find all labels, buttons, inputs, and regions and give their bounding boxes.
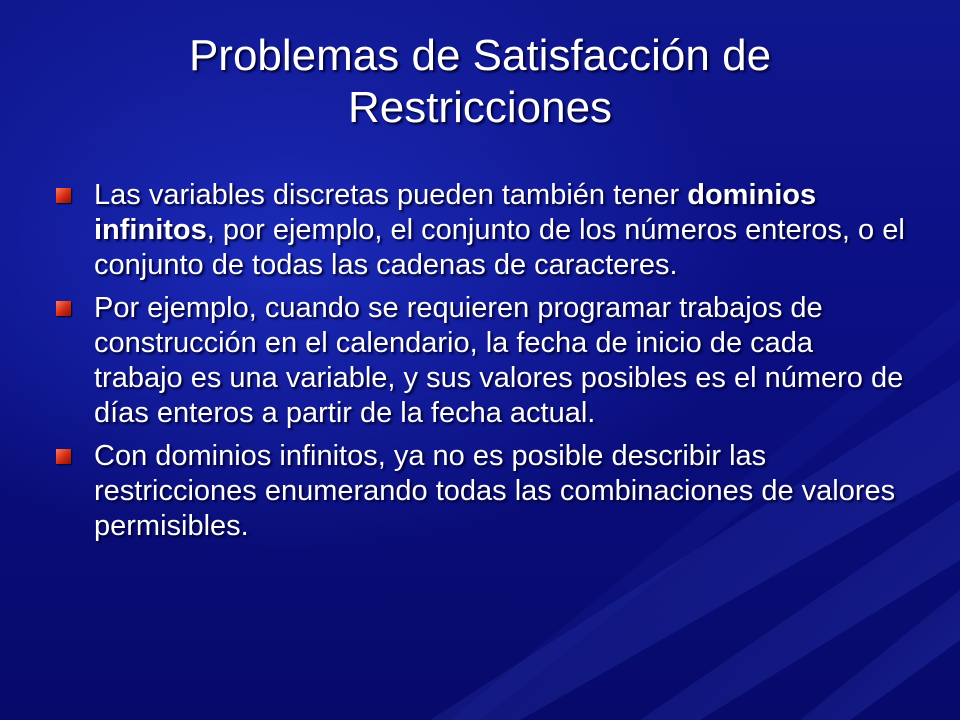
bullet-item bbox=[56, 439, 908, 544]
slide-title: Problemas de Satisfacción de Restricciones bbox=[188, 31, 772, 132]
red-square-bullet-icon bbox=[56, 301, 71, 316]
bullet-text: Por ejemplo, cuando se requieren programar trabajos de construcción en el calendario, la fecha de inicio de cada trabajo es una variable, y sus valores posibles es el número de días enteros a partir de la fecha actual. bbox=[94, 292, 904, 429]
bullet-text-bold: dominios infinitos bbox=[94, 179, 817, 246]
red-square-bullet-icon bbox=[56, 449, 71, 464]
bullet-item bbox=[56, 291, 908, 431]
bullet-text-end: , por ejemplo, el conjunto de los números enteros, o el conjunto de todas las cadenas de caracteres. bbox=[94, 214, 905, 281]
bullet-item bbox=[56, 178, 908, 283]
bullet-text-start: Las variables discretas pueden también tener bbox=[94, 179, 688, 211]
red-square-bullet-icon bbox=[56, 188, 71, 203]
bullet-text: Con dominios infinitos, ya no es posible describir las restricciones enumerando todas las combinaciones de valores permisibles. bbox=[94, 440, 896, 542]
bullet-list bbox=[56, 178, 908, 552]
